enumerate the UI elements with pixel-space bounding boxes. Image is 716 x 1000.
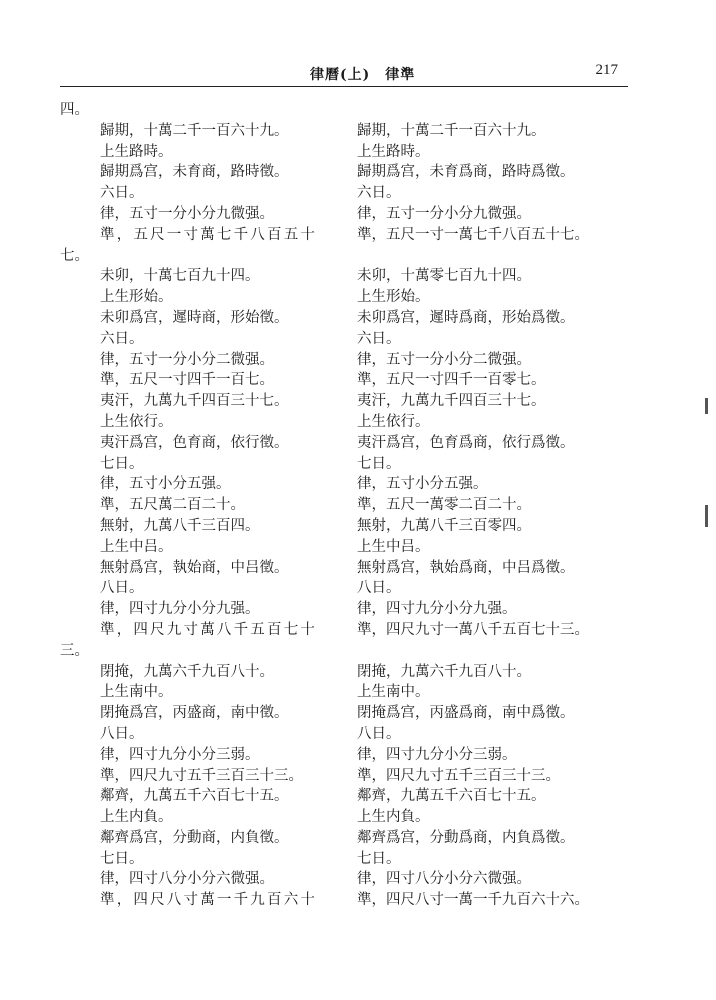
- text-line: 鄰齊，九萬五千六百七十五。: [100, 788, 289, 805]
- text-line: 六日。: [357, 185, 401, 202]
- text-line: 夷汗爲宫，色育商，依行徵。: [100, 434, 289, 451]
- text-line: 準，五尺一萬零二百二十。: [357, 497, 531, 514]
- text-line: 律，五寸一分小分二微强。: [357, 351, 531, 368]
- text-line: 律，四寸八分小分六微强。: [100, 871, 274, 888]
- text-line: 上生内負。: [357, 809, 430, 826]
- text-line: 上生路時。: [357, 143, 430, 160]
- text-line: 夷汗，九萬九千四百三十七。: [357, 393, 546, 410]
- text-line: [357, 246, 647, 267]
- page-header: [60, 64, 626, 86]
- text-line: 上生内負。: [100, 809, 173, 826]
- text-line: 八日。: [100, 725, 144, 742]
- text-line: 律，四寸九分小分三弱。: [357, 746, 517, 763]
- text-line: [357, 100, 647, 121]
- text-line: 準，五尺萬二百二十。: [100, 497, 245, 514]
- text-line: 七日。: [100, 455, 144, 472]
- text-line: 四。: [60, 102, 89, 118]
- text-line: 律，四寸九分小分九强。: [357, 601, 517, 618]
- text-line: 歸期，十萬二千一百六十九。: [100, 122, 289, 139]
- text-line: 律，五寸小分五强。: [357, 476, 488, 493]
- text-line: 鄰齊爲宫，分動商，内負徵。: [100, 829, 289, 846]
- scan-edge-mark: [705, 505, 708, 527]
- text-line: 歸期，十萬二千一百六十九。: [357, 122, 546, 139]
- text-line: 鄰齊爲宫，分動爲商，内負爲徵。: [357, 829, 575, 846]
- text-line: 上生依行。: [100, 413, 173, 430]
- text-line: 七日。: [357, 850, 401, 867]
- text-line: 上生形始。: [357, 289, 430, 306]
- text-line: 閉掩，九萬六千九百八十。: [100, 663, 274, 680]
- text-line: 準，四尺九寸五千三百三十三。: [357, 767, 560, 784]
- right-column-modern-text: [357, 100, 647, 911]
- text-line: [357, 641, 647, 662]
- text-line: 八日。: [357, 725, 401, 742]
- text-line: 六日。: [100, 330, 144, 347]
- text-line: 閉掩爲宫，丙盛商，南中徵。: [100, 705, 289, 722]
- text-line: 上生形始。: [100, 289, 173, 306]
- page-number: 217: [595, 62, 618, 78]
- text-line: 歸期爲宫，未育爲商，路時爲徵。: [357, 164, 575, 181]
- text-line: 夷汗，九萬九千四百三十七。: [100, 393, 289, 410]
- scan-edge-mark: [705, 398, 708, 414]
- text-line: 準，四尺九寸五千三百三十三。: [100, 767, 303, 784]
- text-line: 無射爲宫，執始爲商，中吕爲徵。: [357, 559, 575, 576]
- text-line: 準，五尺一寸四千一百七。: [100, 372, 274, 389]
- text-line: 律，五寸一分小分九微强。: [100, 205, 274, 222]
- text-line: 未卯，十萬零七百九十四。: [357, 268, 531, 285]
- text-line: 準，五尺一寸四千一百零七。: [357, 372, 546, 389]
- text-line: 七。: [60, 247, 89, 264]
- text-line: 律，四寸九分小分九强。: [100, 601, 260, 618]
- text-line: 七日。: [357, 455, 401, 472]
- text-line: 上生路時。: [100, 143, 173, 160]
- text-line: 閉掩爲宫，丙盛爲商，南中爲徵。: [357, 705, 575, 722]
- text-line: 八日。: [100, 580, 144, 597]
- text-line: 律，四寸八分小分六微强。: [357, 871, 531, 888]
- text-line: 無射，九萬八千三百四。: [100, 517, 260, 534]
- text-line: 三。: [60, 642, 89, 659]
- text-line: 無射，九萬八千三百零四。: [357, 517, 531, 534]
- text-line: 上生中吕。: [357, 538, 430, 555]
- running-title: 律曆(上) 律準: [310, 67, 416, 83]
- text-line: 歸期爲宫，未育商，路時徵。: [100, 164, 289, 181]
- text-line: 律，四寸九分小分三弱。: [100, 746, 260, 763]
- text-line: 六日。: [357, 330, 401, 347]
- text-line: 未卯，十萬七百九十四。: [100, 268, 260, 285]
- text-line: 準，五尺一寸萬七千八百五十: [100, 226, 318, 243]
- header-rule: [60, 86, 628, 87]
- text-line: 八日。: [357, 580, 401, 597]
- text-line: 未卯爲宫，遲時爲商，形始爲徵。: [357, 309, 575, 326]
- text-line: 上生中吕。: [100, 538, 173, 555]
- text-line: 律，五寸一分小分九微强。: [357, 205, 531, 222]
- text-line: 準，四尺八寸萬一千九百六十: [100, 892, 318, 909]
- text-line: 上生依行。: [357, 413, 430, 430]
- text-line: 七日。: [100, 850, 144, 867]
- text-line: 律，五寸一分小分二微强。: [100, 351, 274, 368]
- text-line: 夷汗爲宫，色育爲商，依行爲徵。: [357, 434, 575, 451]
- text-line: 準，四尺九寸萬八千五百七十: [100, 621, 318, 638]
- text-line: 準，四尺八寸一萬一千九百六十六。: [357, 892, 589, 909]
- text-line: 上生南中。: [357, 684, 430, 701]
- text-line: 上生南中。: [100, 684, 173, 701]
- text-line: 準，五尺一寸一萬七千八百五十七。: [357, 226, 589, 243]
- text-line: 鄰齊，九萬五千六百七十五。: [357, 788, 546, 805]
- text-line: 準，四尺九寸一萬八千五百七十三。: [357, 621, 589, 638]
- left-column-original-text: [60, 100, 320, 911]
- text-line: 律，五寸小分五强。: [100, 476, 231, 493]
- text-line: 六日。: [100, 185, 144, 202]
- text-line: 閉掩，九萬六千九百八十。: [357, 663, 531, 680]
- text-line: 未卯爲宫，遲時商，形始徵。: [100, 309, 289, 326]
- text-line: 無射爲宫，執始商，中吕徵。: [100, 559, 289, 576]
